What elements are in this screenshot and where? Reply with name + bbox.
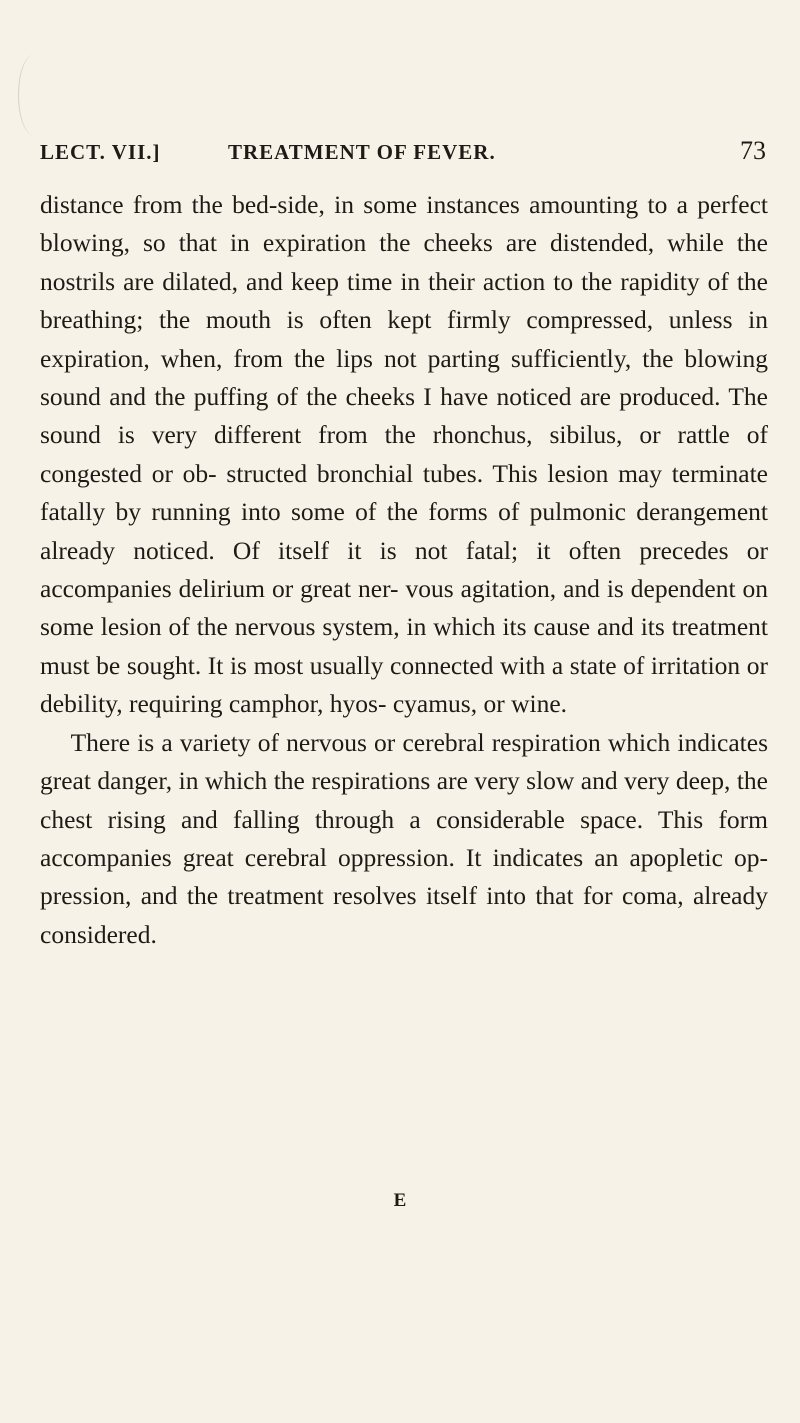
page-mark [18,55,49,135]
section-title: TREATMENT OF FEVER. [228,140,496,164]
lecture-label: LECT. VII.] [40,140,161,164]
body-text [40,186,768,954]
signature-mark: E [393,1190,407,1211]
paragraph: There is a variety of nervous or cerebral respiration which indicates great danger, in which the respirations are very slow and very deep, the chest rising and falling through a considerable space. This form accompanies great cerebral oppression. It indicates an apopletic op- pression, and the treatment resolves itself into that for coma, already considered. [40,727,768,949]
paragraph: distance from the bed-side, in some instances amounting to a perfect blowing, so that in expiration the cheeks are distended, while the nostrils are dilated, and keep time in their action to the rapidity of the breathing; the mouth is often kept firmly compressed, unless in expiration, when, from the lips not parting sufficiently, the blowing sound and the puffing of the cheeks I have noticed are produced. The sound is very different from the rhonchus, sibilus, or rattle of congested or ob- structed bronchial tubes. This lesion may terminate fatally by running into some of the forms of pulmonic derangement already noticed. Of itself it is not fatal; it often precedes or accompanies delirium or great ner- vous agitation, and is dependent on some lesion of the nervous system, in which its cause and its treatment must be sought. It is most usually connected with a state of irritation or debility, requiring camphor, hyos- cyamus, or wine. [40,190,768,719]
running-head [40,136,768,174]
page-number: 73 [740,136,766,165]
